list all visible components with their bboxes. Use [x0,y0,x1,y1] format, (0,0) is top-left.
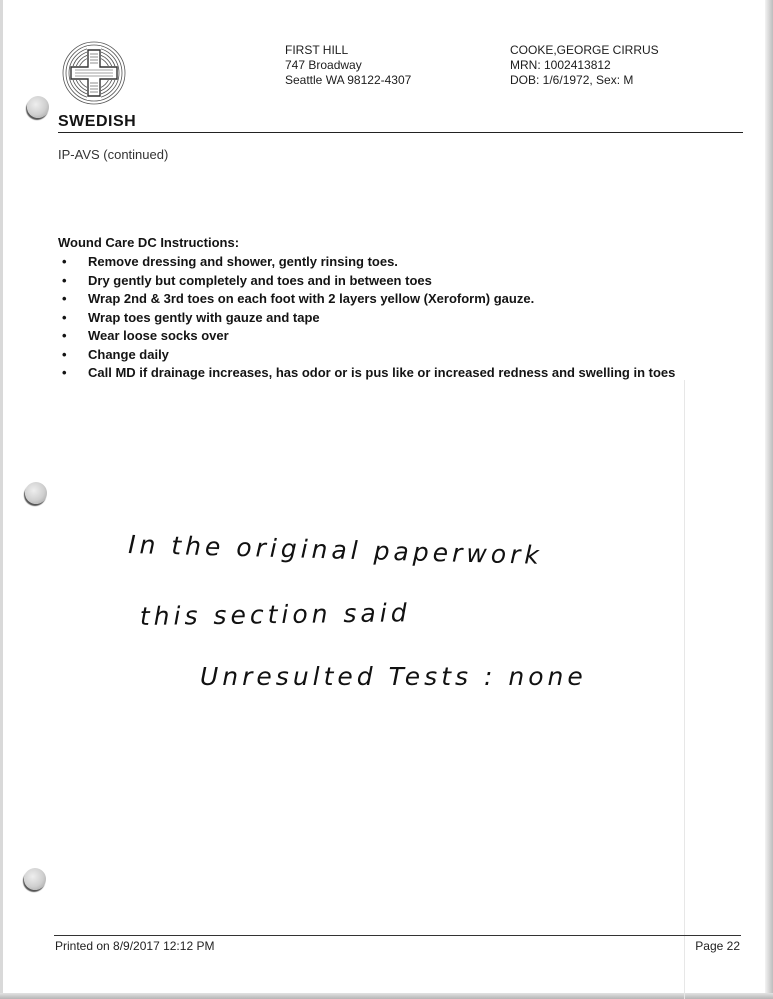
brand-name: SWEDISH [58,113,137,130]
list-item: • Change daily [58,346,738,365]
handwritten-note [0,500,773,760]
patient-info [510,43,659,88]
scan-bottom-edge [0,993,773,999]
facility-address [285,43,411,88]
swedish-cross-logo-icon [61,40,127,106]
printed-timestamp: Printed on 8/9/2017 12:12 PM [55,939,215,953]
handwritten-line-3: Unresulted Tests : none [200,662,587,691]
instructions-list [58,253,738,383]
patient-mrn: MRN: 1002413812 [510,58,611,72]
patient-name: COOKE,GEORGE CIRRUS [510,43,659,57]
punch-hole-top [27,96,49,118]
handwritten-line-1: In the original paperwork [127,530,544,570]
list-item: • Wrap toes gently with gauze and tape [58,309,738,328]
page-number: Page 22 [695,939,740,953]
facility-street: 747 Broadway [285,58,362,72]
header-divider [58,132,743,133]
patient-dob-sex: DOB: 1/6/1972, Sex: M [510,73,634,87]
wound-care-instructions [58,234,738,383]
handwritten-line-2: this section said [139,598,411,631]
facility-name: FIRST HILL [285,43,349,57]
footer-divider [54,935,741,936]
list-item: • Dry gently but completely and toes and in between toes [58,272,738,291]
list-item: • Call MD if drainage increases, has odor or is pus like or increased redness and swelling in toes [58,364,738,383]
punch-hole-bottom [24,868,46,890]
document-subtitle: IP-AVS (continued) [58,147,169,162]
instructions-title: Wound Care DC Instructions: [58,235,240,250]
list-item: • Remove dressing and shower, gently rinsing toes. [58,253,738,272]
list-item: • Wear loose socks over [58,327,738,346]
facility-city: Seattle WA 98122-4307 [285,73,412,87]
list-item: • Wrap 2nd & 3rd toes on each foot with 2 layers yellow (Xeroform) gauze. [58,290,738,309]
